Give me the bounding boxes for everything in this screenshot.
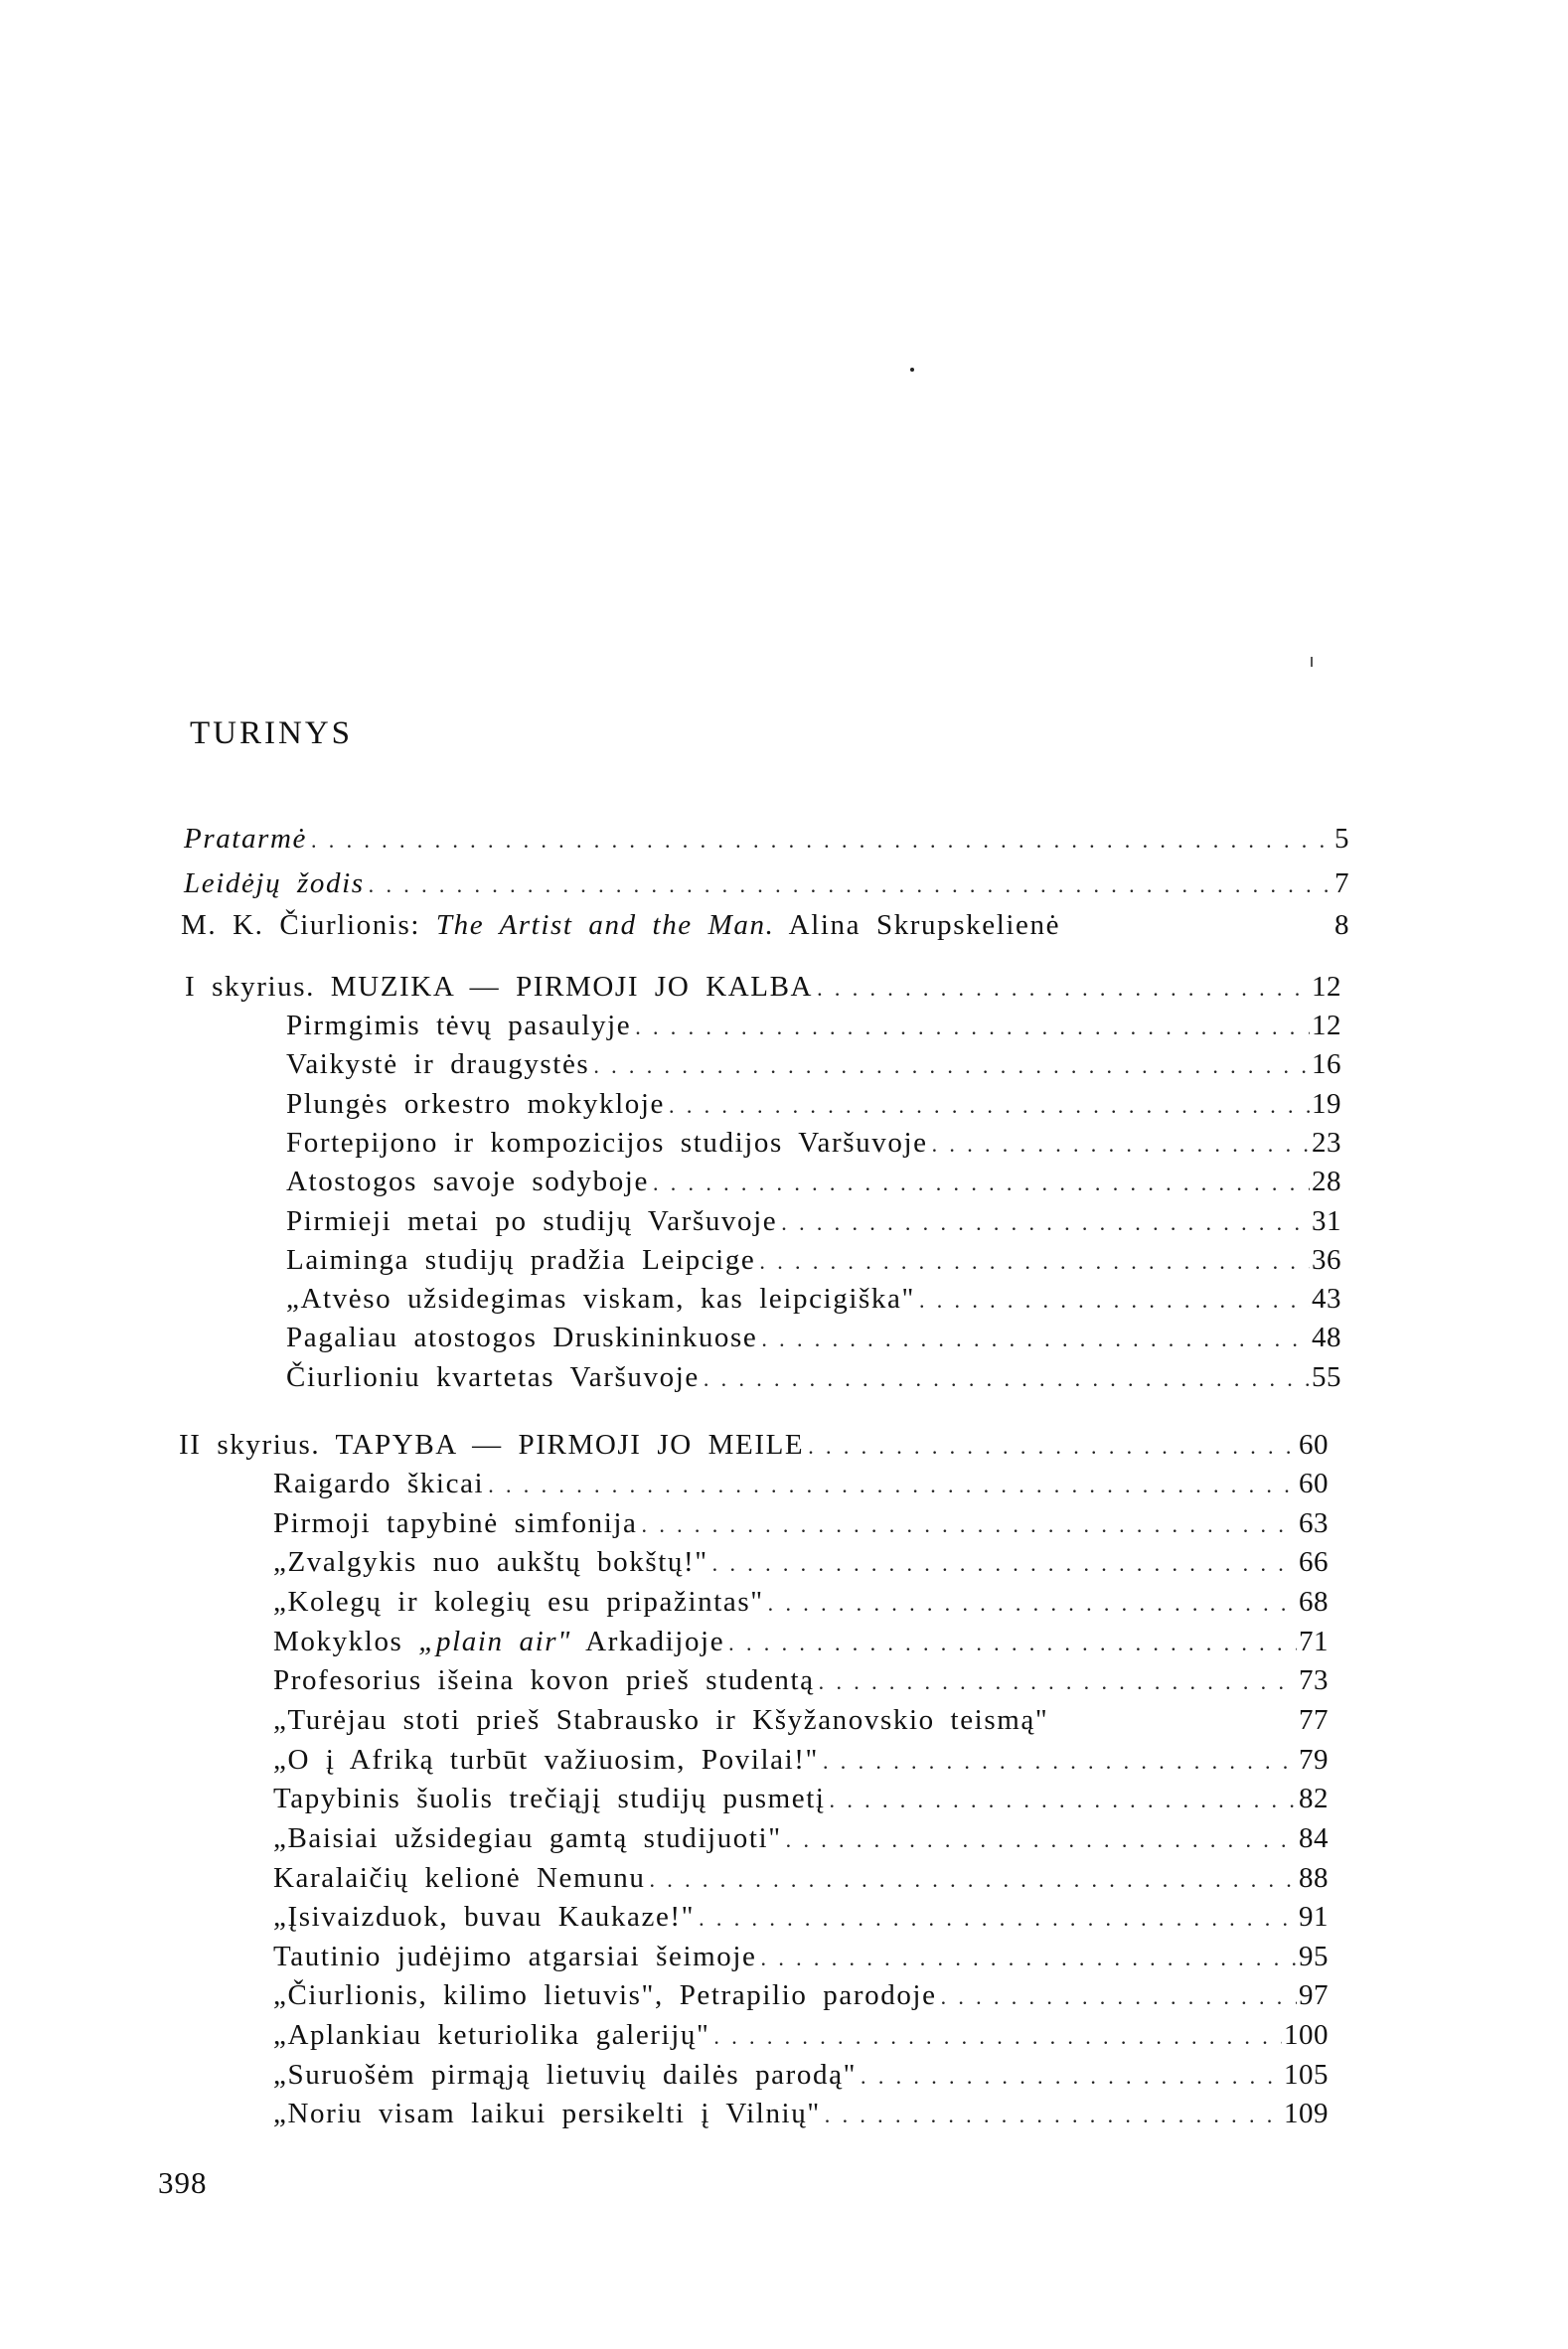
toc-entry[interactable] [286, 1204, 1341, 1237]
toc-entry[interactable] [286, 1087, 1341, 1120]
toc-entry-title: Profesorius išeina kovon prieš studentą [273, 1664, 815, 1697]
toc-entry-title: „Kolegų ir kolegių esu pripažintas" [273, 1585, 764, 1618]
toc-entry-page: 55 [1312, 1360, 1341, 1393]
toc-entry-page: 95 [1299, 1940, 1329, 1972]
toc-entry-page: 88 [1299, 1861, 1329, 1894]
toc-entry-title [273, 1625, 725, 1657]
toc-entry-title: „Aplankiau keturiolika galerijų" [273, 2019, 710, 2052]
toc-entry-title: Plungės orkestro mokykloje [286, 1087, 666, 1120]
toc-entry[interactable] [273, 1981, 1329, 2010]
toc-entry-page: 97 [1299, 1979, 1329, 2012]
page-number: 398 [158, 2165, 208, 2200]
dot-leader [932, 1134, 1310, 1156]
toc-entry[interactable] [273, 1703, 1329, 1736]
toc-entry-page: 84 [1299, 1821, 1329, 1854]
toc-entry[interactable] [286, 1126, 1341, 1159]
dot-leader [823, 1751, 1297, 1773]
toc-chapter-title: I skyrius. MUZIKA — PIRMOJI JO KALBA [185, 971, 814, 1003]
toc-entry-title: Fortepijono ir kompozicijos studijos Varšuvoje [286, 1126, 928, 1159]
toc-entry[interactable] [273, 2100, 1329, 2128]
toc-entry-title: „Suruošėm pirmąją lietuvių dailės parodą" [273, 2058, 858, 2091]
toc-entry-title: „Zvalgykis nuo aukštų bokštų!" [273, 1546, 708, 1579]
toc-entry-title: Atostogos savoje sodyboje [286, 1166, 649, 1198]
scan-mark [1311, 657, 1313, 667]
title-part: Arkadijoje [570, 1625, 725, 1657]
toc-entry-page: 60 [1299, 1429, 1329, 1461]
toc-entry-page: 109 [1284, 2098, 1329, 2130]
toc-entry[interactable] [273, 2058, 1329, 2091]
toc-entry-page: 48 [1312, 1322, 1341, 1354]
toc-entry-page: 23 [1312, 1126, 1341, 1159]
title-part: Alina Skrupskelienė [774, 909, 1061, 941]
toc-entry[interactable] [286, 1243, 1341, 1276]
toc-entry[interactable] [286, 1050, 1341, 1079]
toc-entry-title: Laiminga studijų pradžia Leipcige [286, 1243, 756, 1276]
dot-leader [311, 830, 1333, 852]
toc-entry-title: „Įsivaizduok, buvau Kaukaze!" [273, 1901, 696, 1934]
toc-entry-page: 100 [1284, 2019, 1329, 2052]
toc-entry-title: „Atvėso užsidegimas viskam, kas leipcigiška" [286, 1283, 915, 1316]
dot-leader [830, 1790, 1297, 1811]
toc-entry[interactable] [286, 1324, 1341, 1352]
toc-entry[interactable] [286, 1285, 1341, 1314]
toc-entry[interactable] [273, 1548, 1329, 1577]
toc-entry-page: 77 [1299, 1703, 1329, 1736]
toc-entry[interactable] [273, 1625, 1329, 1657]
toc-entry[interactable] [273, 1821, 1329, 1854]
dot-leader [808, 1436, 1297, 1458]
toc-entry[interactable] [286, 1360, 1341, 1393]
toc-entry-page: 28 [1312, 1166, 1341, 1198]
toc-entry[interactable] [273, 1743, 1329, 1776]
toc-entry-title: „Turėjau stoti prieš Stabrausko ir Kšyžanovskio teismą" [273, 1703, 1049, 1736]
dot-leader [369, 874, 1333, 896]
dot-leader [941, 1986, 1297, 2008]
toc-entry-page: 36 [1312, 1243, 1341, 1276]
toc-entry-page: 19 [1312, 1087, 1341, 1120]
dot-leader [817, 978, 1310, 1000]
toc-entry-page: 43 [1312, 1283, 1341, 1316]
page-title: TURINYS [190, 715, 354, 751]
dot-leader [712, 1553, 1297, 1575]
toc-entry-title: Pirmoji tapybinė simfonija [273, 1506, 638, 1539]
dot-leader [713, 2026, 1282, 2048]
dot-leader [669, 1095, 1310, 1117]
toc-entry-page: 60 [1299, 1468, 1329, 1499]
title-part: Mokyklos [273, 1625, 419, 1657]
toc-entry-title: Leidėjų žodis [184, 867, 365, 899]
toc-chapter-1[interactable] [185, 973, 1341, 1002]
toc-entry[interactable] [273, 1666, 1329, 1695]
scan-speck [910, 368, 914, 372]
toc-entry-page: 63 [1299, 1506, 1329, 1539]
dot-leader [786, 1829, 1297, 1851]
toc-entry-title: „Baisiai užsidegiau gamtą studijuoti" [273, 1821, 782, 1854]
title-part: M. K. Čiurlionis: [181, 909, 436, 941]
dot-leader [781, 1212, 1310, 1234]
toc-entry-page: 7 [1334, 867, 1349, 899]
toc-entry-title: Karalaičių kelionė Nemunu [273, 1861, 646, 1894]
toc-entry[interactable] [273, 1585, 1329, 1618]
title-part-italic: The Artist and the Man. [435, 909, 775, 941]
dot-leader [759, 1251, 1310, 1273]
toc-entry-page: 79 [1299, 1743, 1329, 1776]
toc-entry[interactable] [273, 1903, 1329, 1932]
dot-leader [699, 1908, 1297, 1930]
dot-leader [728, 1633, 1297, 1654]
toc-entry-title: „Čiurlionis, kilimo lietuvis", Petrapilio parodoje [273, 1979, 937, 2012]
toc-entry-page: 16 [1312, 1048, 1341, 1081]
toc-entry[interactable] [273, 2021, 1329, 2050]
toc-entry-title: Pirmieji metai po studijų Varšuvoje [286, 1204, 778, 1237]
toc-entry-page: 12 [1312, 1010, 1341, 1041]
toc-entry-title: Raigardo škicai [273, 1468, 485, 1499]
toc-entry-page: 105 [1284, 2058, 1329, 2091]
dot-leader [635, 1017, 1310, 1038]
toc-entry-page: 68 [1299, 1585, 1329, 1618]
toc-chapter-2[interactable] [179, 1431, 1329, 1460]
dot-leader [861, 2066, 1282, 2088]
dot-leader [488, 1475, 1297, 1496]
dot-leader [704, 1368, 1310, 1390]
toc-entry-page: 73 [1299, 1664, 1329, 1697]
toc-entry[interactable] [273, 1940, 1329, 1972]
toc-entry[interactable] [273, 1506, 1329, 1539]
toc-entry-page: 71 [1299, 1625, 1329, 1657]
toc-entry-title: „O į Afriką turbūt važiuosim, Povilai!" [273, 1743, 819, 1776]
toc-entry-page: 8 [1334, 909, 1349, 941]
dot-leader [761, 1948, 1297, 1969]
toc-chapter-title: II skyrius. TAPYBA — PIRMOJI JO MEILE [179, 1429, 805, 1461]
toc-entry[interactable] [273, 1785, 1329, 1813]
toc-entry-page: 5 [1334, 823, 1349, 855]
toc-entry[interactable] [286, 1012, 1341, 1040]
dot-leader [653, 1173, 1310, 1194]
toc-entry-title: „Noriu visam laikui persikelti į Vilnių" [273, 2098, 821, 2130]
toc-entry-page: 66 [1299, 1546, 1329, 1579]
toc-entry[interactable] [286, 1168, 1341, 1196]
toc-entry-title: Pratarmė [184, 823, 307, 855]
toc-entry-title: Pirmgimis tėvų pasaulyje [286, 1010, 632, 1041]
toc-entry-title: Tautinio judėjimo atgarsiai šeimoje [273, 1940, 757, 1972]
dot-leader [819, 1671, 1297, 1693]
toc-entry[interactable] [273, 1861, 1329, 1894]
toc-entry-essay[interactable] [181, 911, 1349, 940]
dot-leader [761, 1329, 1310, 1350]
toc-entry-title: Pagaliau atostogos Druskininkuose [286, 1322, 758, 1354]
toc-entry-title: Čiurlioniu kvartetas Varšuvoje [286, 1360, 700, 1393]
toc-entry-page: 91 [1299, 1901, 1329, 1934]
dot-leader [593, 1055, 1310, 1077]
toc-entry-page: 82 [1299, 1783, 1329, 1815]
toc-entry-title [181, 911, 1060, 940]
toc-entry-title: Tapybinis šuolis trečiąjį studijų pusmetį [273, 1783, 826, 1815]
dot-leader [768, 1593, 1297, 1615]
title-part-italic: „plain air" [418, 1625, 571, 1657]
toc-entry-preface[interactable] [184, 825, 1349, 854]
toc-entry[interactable] [273, 1470, 1329, 1498]
dot-leader [642, 1514, 1297, 1536]
dot-leader [825, 2105, 1282, 2126]
toc-entry-publishers-note[interactable] [184, 869, 1349, 898]
toc-entry-page: 31 [1312, 1204, 1341, 1237]
dot-leader [919, 1290, 1310, 1312]
toc-entry-page: 12 [1312, 971, 1341, 1003]
dot-leader [650, 1869, 1298, 1891]
toc-entry-title: Vaikystė ir draugystės [286, 1048, 590, 1081]
